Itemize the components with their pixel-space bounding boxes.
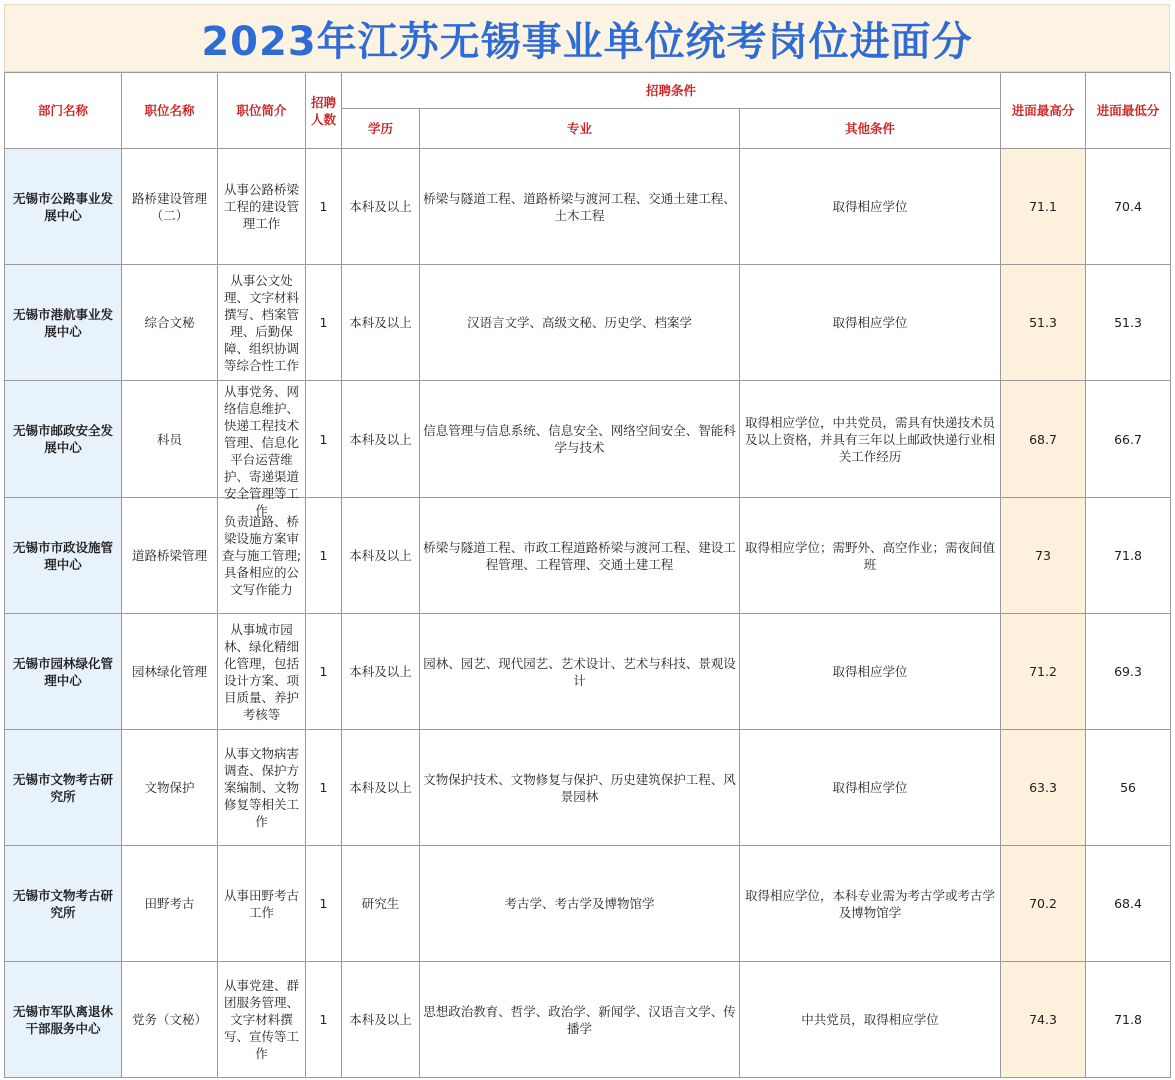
header-count: 招聘人数 bbox=[306, 73, 342, 149]
table-body bbox=[5, 149, 1171, 1078]
edu-cell-text: 本科及以上 bbox=[349, 431, 412, 447]
table-row bbox=[5, 265, 1171, 381]
intro-cell bbox=[218, 614, 306, 730]
intro-cell-text: 从事党建、群团服务管理、文字材料撰写、宣传等工作 bbox=[223, 978, 299, 1061]
max-score-cell-text: 71.1 bbox=[1029, 199, 1057, 214]
dept-cell bbox=[5, 614, 122, 730]
position-cell bbox=[122, 614, 218, 730]
table-row bbox=[5, 149, 1171, 265]
min-score-cell-text: 68.4 bbox=[1114, 896, 1142, 911]
max-score-cell bbox=[1001, 265, 1086, 381]
edu-cell-text: 本科及以上 bbox=[349, 548, 412, 563]
major-cell bbox=[420, 846, 740, 962]
intro-cell bbox=[218, 265, 306, 381]
page-title: 2023年江苏无锡事业单位统考岗位进面分 bbox=[201, 18, 973, 65]
edu-cell bbox=[342, 614, 420, 730]
table-row bbox=[5, 381, 1171, 498]
major-cell bbox=[420, 381, 740, 498]
intro-cell bbox=[218, 381, 306, 518]
major-cell bbox=[420, 265, 740, 381]
min-score-cell bbox=[1086, 149, 1171, 265]
edu-cell bbox=[342, 149, 420, 265]
position-cell-text: 科员 bbox=[156, 431, 182, 447]
max-score-cell-text: 51.3 bbox=[1029, 315, 1057, 330]
dept-cell-text: 无锡市邮政安全发展中心 bbox=[12, 423, 113, 455]
count-cell bbox=[306, 846, 342, 962]
max-score-cell bbox=[1001, 730, 1086, 846]
edu-cell bbox=[342, 846, 420, 962]
table-row bbox=[5, 846, 1171, 962]
dept-cell-text: 无锡市军队离退休干部服务中心 bbox=[12, 1003, 113, 1036]
position-cell-text: 园林绿化管理 bbox=[131, 664, 207, 679]
major-cell bbox=[420, 614, 740, 730]
edu-cell bbox=[342, 962, 420, 1078]
count-cell bbox=[306, 265, 342, 381]
major-cell-text: 信息管理与信息系统、信息安全、网络空间安全、智能科学与技术 bbox=[423, 423, 736, 455]
max-score-cell-text: 74.3 bbox=[1029, 1012, 1057, 1027]
position-cell bbox=[122, 498, 218, 614]
max-score-cell-text: 68.7 bbox=[1029, 431, 1057, 447]
min-score-cell-text: 69.3 bbox=[1114, 664, 1142, 679]
count-cell-text: 1 bbox=[319, 199, 328, 214]
min-score-cell bbox=[1086, 614, 1171, 730]
dept-cell bbox=[5, 498, 122, 614]
intro-cell bbox=[218, 846, 306, 962]
major-cell-text: 桥梁与隧道工程、道路桥梁与渡河工程、交通土建工程、土木工程 bbox=[423, 190, 736, 223]
other-cell bbox=[740, 498, 1001, 614]
position-cell-text: 党务（文秘） bbox=[131, 1012, 207, 1027]
max-score-cell bbox=[1001, 381, 1086, 498]
edu-cell bbox=[342, 730, 420, 846]
min-score-cell-text: 51.3 bbox=[1114, 315, 1142, 330]
header-intro: 职位简介 bbox=[218, 73, 306, 149]
edu-cell bbox=[342, 265, 420, 381]
max-score-cell-text: 73 bbox=[1035, 548, 1051, 563]
intro-cell-text: 从事公文处理、文字材料撰写、档案管理、后勤保障、组织协调等综合性工作 bbox=[223, 272, 299, 373]
count-cell bbox=[306, 962, 342, 1078]
min-score-cell-text: 66.7 bbox=[1114, 431, 1142, 447]
dept-cell-text: 无锡市文物考古研究所 bbox=[12, 771, 113, 804]
count-cell bbox=[306, 149, 342, 265]
max-score-cell bbox=[1001, 962, 1086, 1078]
other-cell-text: 取得相应学位 bbox=[832, 780, 908, 795]
intro-cell bbox=[218, 730, 306, 846]
table-row bbox=[5, 730, 1171, 846]
other-cell bbox=[740, 381, 1001, 498]
other-cell-text: 中共党员，取得相应学位 bbox=[801, 1012, 939, 1027]
major-cell bbox=[420, 149, 740, 265]
other-cell bbox=[740, 149, 1001, 265]
max-score-cell bbox=[1001, 614, 1086, 730]
edu-cell bbox=[342, 381, 420, 498]
intro-cell bbox=[218, 962, 306, 1078]
major-cell-text: 文物保护技术、文物修复与保护、历史建筑保护工程、风景园林 bbox=[423, 771, 736, 804]
edu-cell-text: 本科及以上 bbox=[349, 1012, 412, 1027]
major-cell-text: 思想政治教育、哲学、政治学、新闻学、汉语言文学、传播学 bbox=[423, 1003, 736, 1036]
intro-cell-text: 从事公路桥梁工程的建设管理工作 bbox=[223, 182, 299, 231]
max-score-cell-text: 63.3 bbox=[1029, 780, 1057, 795]
edu-cell-text: 本科及以上 bbox=[349, 315, 412, 330]
max-score-cell-text: 71.2 bbox=[1029, 664, 1057, 679]
position-cell bbox=[122, 962, 218, 1078]
title-bar bbox=[4, 4, 1170, 72]
max-score-cell-text: 70.2 bbox=[1029, 896, 1057, 911]
position-cell bbox=[122, 381, 218, 498]
count-cell-text: 1 bbox=[319, 1012, 328, 1027]
count-cell-text: 1 bbox=[319, 664, 328, 679]
header-other: 其他条件 bbox=[740, 109, 1001, 149]
edu-cell-text: 本科及以上 bbox=[349, 664, 412, 679]
major-cell bbox=[420, 962, 740, 1078]
table-row bbox=[5, 962, 1171, 1078]
major-cell bbox=[420, 730, 740, 846]
other-cell-text: 取得相应学位 bbox=[832, 315, 908, 330]
header-dept: 部门名称 bbox=[5, 73, 122, 149]
other-cell-text: 取得相应学位 bbox=[832, 664, 908, 679]
count-cell-text: 1 bbox=[319, 431, 328, 447]
other-cell bbox=[740, 962, 1001, 1078]
dept-cell bbox=[5, 265, 122, 381]
position-cell bbox=[122, 265, 218, 381]
position-cell-text: 道路桥梁管理 bbox=[131, 548, 207, 563]
position-cell bbox=[122, 730, 218, 846]
other-cell bbox=[740, 730, 1001, 846]
count-cell-text: 1 bbox=[319, 896, 328, 911]
major-cell-text: 汉语言文学、高级文秘、历史学、档案学 bbox=[466, 315, 692, 330]
position-cell bbox=[122, 846, 218, 962]
header-min-score: 进面最低分 bbox=[1086, 73, 1171, 149]
dept-cell-text: 无锡市市政设施管理中心 bbox=[12, 539, 113, 572]
count-cell-text: 1 bbox=[319, 315, 328, 330]
header-conditions: 招聘条件 bbox=[342, 73, 1001, 109]
min-score-cell bbox=[1086, 846, 1171, 962]
min-score-cell bbox=[1086, 962, 1171, 1078]
header-position: 职位名称 bbox=[122, 73, 218, 149]
dept-cell bbox=[5, 962, 122, 1078]
table-row bbox=[5, 614, 1171, 730]
major-cell-text: 考古学、考古学及博物馆学 bbox=[504, 896, 655, 911]
edu-cell-text: 研究生 bbox=[361, 896, 400, 911]
dept-cell bbox=[5, 846, 122, 962]
score-table bbox=[4, 72, 1171, 1078]
min-score-cell-text: 71.8 bbox=[1114, 548, 1142, 563]
edu-cell bbox=[342, 498, 420, 614]
table-row bbox=[5, 498, 1171, 614]
intro-cell-text: 从事党务、网络信息维护、快递工程技术管理、信息化平台运营维护、寄递渠道安全管理等工作 bbox=[223, 384, 299, 518]
other-cell bbox=[740, 846, 1001, 962]
count-cell bbox=[306, 614, 342, 730]
position-cell-text: 田野考古 bbox=[144, 896, 195, 911]
edu-cell-text: 本科及以上 bbox=[349, 199, 412, 214]
major-cell-text: 桥梁与隧道工程、市政工程道路桥梁与渡河工程、建设工程管理、工程管理、交通土建工程 bbox=[423, 539, 736, 572]
min-score-cell-text: 56 bbox=[1120, 780, 1136, 795]
position-cell-text: 文物保护 bbox=[144, 780, 195, 795]
header-major: 专业 bbox=[420, 109, 740, 149]
dept-cell-text: 无锡市港航事业发展中心 bbox=[12, 306, 113, 339]
major-cell-text: 园林、园艺、现代园艺、艺术设计、艺术与科技、景观设计 bbox=[423, 655, 736, 688]
min-score-cell-text: 71.8 bbox=[1114, 1012, 1142, 1027]
dept-cell-text: 无锡市公路事业发展中心 bbox=[12, 190, 113, 223]
dept-cell-text: 无锡市园林绿化管理中心 bbox=[12, 655, 113, 688]
position-cell-text: 路桥建设管理（二） bbox=[131, 190, 207, 223]
max-score-cell bbox=[1001, 149, 1086, 265]
intro-cell bbox=[218, 149, 306, 265]
count-cell bbox=[306, 730, 342, 846]
dept-cell bbox=[5, 149, 122, 265]
other-cell bbox=[740, 265, 1001, 381]
dept-cell bbox=[5, 381, 122, 498]
other-cell-text: 取得相应学位 bbox=[832, 199, 908, 214]
count-cell bbox=[306, 498, 342, 614]
major-cell bbox=[420, 498, 740, 614]
other-cell-text: 取得相应学位；需野外、高空作业；需夜间值班 bbox=[745, 539, 996, 572]
intro-cell bbox=[218, 498, 306, 614]
header-max-score: 进面最高分 bbox=[1001, 73, 1086, 149]
edu-cell-text: 本科及以上 bbox=[349, 780, 412, 795]
intro-cell-text: 从事田野考古工作 bbox=[223, 887, 299, 920]
other-cell-text: 取得相应学位，本科专业需为考古学或考古学及博物馆学 bbox=[745, 887, 996, 920]
intro-cell-text: 负责道路、桥梁设施方案审查与施工管理;具备相应的公文写作能力 bbox=[221, 514, 302, 597]
intro-cell-text: 从事文物病害调查、保护方案编制、文物修复等相关工作 bbox=[223, 746, 299, 829]
count-cell bbox=[306, 381, 342, 498]
other-cell-text: 取得相应学位，中共党员，需具有快递技术员及以上资格，并具有三年以上邮政快递行业相关工作经历 bbox=[745, 414, 996, 464]
count-cell-text: 1 bbox=[319, 548, 328, 563]
intro-cell-text: 从事城市园林、绿化精细化管理，包括设计方案、项目质量、养护考核等 bbox=[223, 621, 299, 722]
max-score-cell bbox=[1001, 846, 1086, 962]
header-row-1 bbox=[5, 73, 1171, 109]
other-cell bbox=[740, 614, 1001, 730]
dept-cell-text: 无锡市文物考古研究所 bbox=[12, 887, 113, 920]
min-score-cell bbox=[1086, 381, 1171, 498]
max-score-cell bbox=[1001, 498, 1086, 614]
min-score-cell-text: 70.4 bbox=[1114, 199, 1142, 214]
header-edu: 学历 bbox=[342, 109, 420, 149]
min-score-cell bbox=[1086, 730, 1171, 846]
count-cell-text: 1 bbox=[319, 780, 328, 795]
position-cell bbox=[122, 149, 218, 265]
min-score-cell bbox=[1086, 498, 1171, 614]
min-score-cell bbox=[1086, 265, 1171, 381]
position-cell-text: 综合文秘 bbox=[144, 315, 195, 330]
dept-cell bbox=[5, 730, 122, 846]
